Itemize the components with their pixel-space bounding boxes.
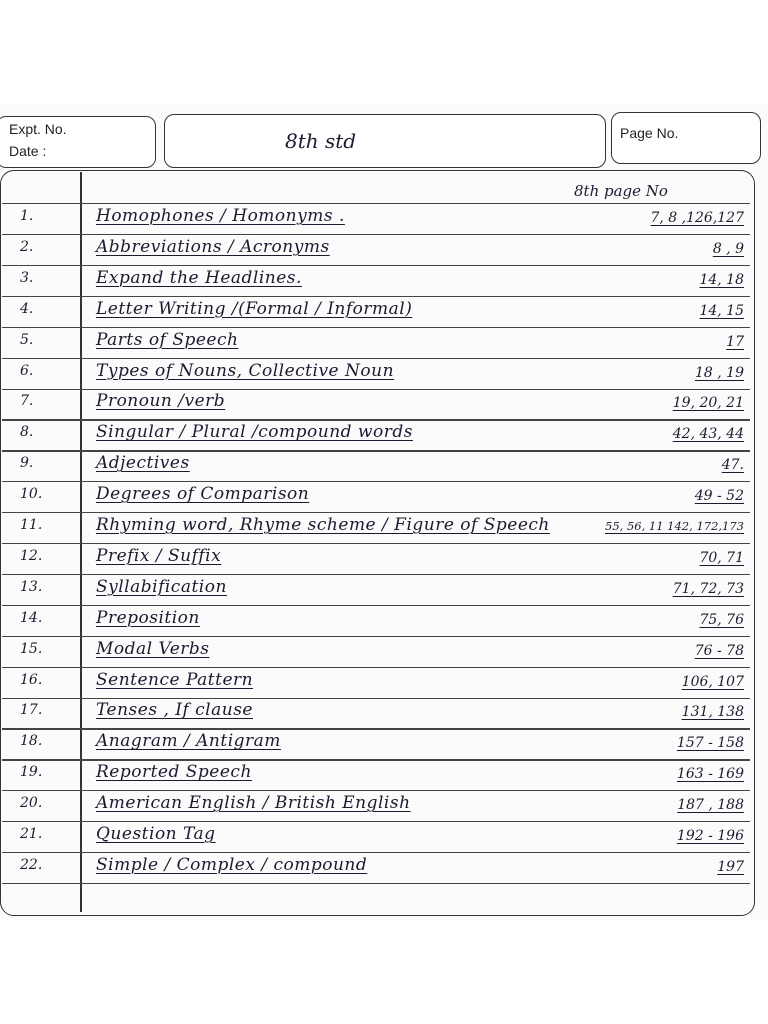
list-item [0, 793, 760, 823]
row-topic: Modal Verbs [96, 638, 210, 659]
row-num: 19. [20, 764, 43, 781]
list-item [0, 639, 760, 669]
row-num: 2. [20, 238, 34, 255]
row-topic: Expand the Headlines. [96, 267, 302, 288]
list-item [0, 855, 760, 885]
row-num: 18. [20, 733, 43, 750]
list-item [0, 824, 760, 854]
page-no-label: Page No. [620, 125, 679, 141]
row-pages: 49 - 52 [694, 488, 744, 505]
row-num: 10. [20, 486, 43, 503]
row-pages: 163 - 169 [676, 766, 744, 783]
row-num: 5. [20, 331, 34, 348]
expt-date-box [0, 116, 156, 168]
row-topic: Singular / Plural /compound words [96, 422, 413, 443]
title-box [164, 114, 606, 168]
list-item [0, 577, 760, 607]
list-item [0, 453, 760, 483]
row-topic: Prefix / Suffix [96, 545, 222, 566]
list-item [0, 762, 760, 792]
list-item [0, 608, 760, 638]
row-topic: Abbreviations / Acronyms [96, 236, 330, 257]
row-topic: Preposition [96, 607, 200, 628]
list-item [0, 330, 760, 360]
row-pages: 18 , 19 [695, 364, 744, 381]
row-topic: Tenses , If clause [96, 700, 253, 721]
row-num: 17. [20, 702, 43, 719]
row-pages: 75, 76 [699, 611, 744, 628]
row-pages: 131, 138 [681, 704, 744, 721]
list-item [0, 361, 760, 391]
row-num: 13. [20, 578, 43, 595]
list-item [0, 700, 760, 730]
date-label: Date : [9, 143, 47, 159]
row-topic: Pronoun /verb [96, 391, 226, 412]
row-pages: 76 - 78 [694, 642, 744, 659]
row-pages: 7, 8 ,126,127 [650, 210, 744, 226]
row-num: 22. [20, 856, 43, 873]
row-pages: 42, 43, 44 [672, 426, 744, 443]
row-pages: 197 [717, 858, 744, 875]
row-topic: Rhyming word, Rhyme scheme / Figure of Speech [96, 515, 550, 535]
page-no-box [611, 112, 761, 164]
row-topic: Degrees of Comparison [96, 484, 310, 505]
row-pages: 187 , 188 [677, 797, 744, 814]
row-num: 4. [20, 300, 34, 317]
row-num: 6. [20, 362, 34, 379]
list-item [0, 515, 760, 545]
row-topic: Question Tag [96, 824, 216, 844]
row-topic: Parts of Speech [96, 329, 239, 350]
row-topic: Anagram / Antigram [96, 731, 281, 752]
row-pages: 47. [721, 457, 744, 474]
row-topic: Sentence Pattern [96, 669, 254, 690]
row-pages: 14, 18 [699, 271, 744, 288]
list-item [0, 484, 760, 514]
row-num: 11. [20, 517, 43, 533]
row-topic: Reported Speech [96, 762, 252, 783]
list-item [0, 237, 760, 267]
row-pages: 8 , 9 [712, 240, 744, 257]
list-item [0, 391, 760, 421]
row-topic: Simple / Complex / compound [96, 854, 368, 875]
row-num: 16. [20, 671, 43, 688]
row-num: 14. [20, 609, 43, 626]
row-pages: 157 - 158 [676, 735, 744, 752]
column-header: 8th page No [574, 182, 668, 200]
list-item [0, 422, 760, 452]
list-item [0, 299, 760, 329]
row-topic: Homophones / Homonyms . [96, 206, 345, 226]
row-pages: 70, 71 [699, 549, 744, 566]
row-num: 1. [20, 208, 34, 224]
row-pages: 71, 72, 73 [672, 580, 744, 597]
list-item [0, 546, 760, 576]
row-topic: Syllabification [96, 576, 227, 597]
list-item [0, 206, 760, 236]
list-item [0, 731, 760, 761]
row-num: 20. [20, 795, 43, 812]
row-pages: 14, 15 [699, 302, 744, 319]
row-num: 15. [20, 640, 43, 657]
row-num: 21. [20, 826, 43, 842]
row-pages: 106, 107 [681, 673, 744, 690]
list-item [0, 268, 760, 298]
row-num: 9. [20, 455, 34, 472]
page-title: 8th std [285, 129, 357, 153]
row-pages: 17 [726, 333, 744, 350]
row-topic: American English / British English [96, 793, 411, 814]
list-item [0, 670, 760, 700]
rule-line [2, 203, 750, 204]
row-topic: Types of Nouns, Collective Noun [96, 360, 395, 381]
row-num: 12. [20, 547, 43, 564]
row-topic: Letter Writing /(Formal / Informal) [96, 298, 413, 319]
row-topic: Adjectives [96, 453, 190, 474]
row-pages: 19, 20, 21 [672, 395, 744, 412]
row-pages: 55, 56, 11 142, 172,173 [605, 519, 744, 533]
expt-no-label: Expt. No. [9, 121, 67, 137]
row-num: 7. [20, 393, 34, 410]
row-num: 8. [20, 424, 34, 441]
row-pages: 192 - 196 [676, 828, 744, 844]
row-num: 3. [20, 269, 34, 286]
